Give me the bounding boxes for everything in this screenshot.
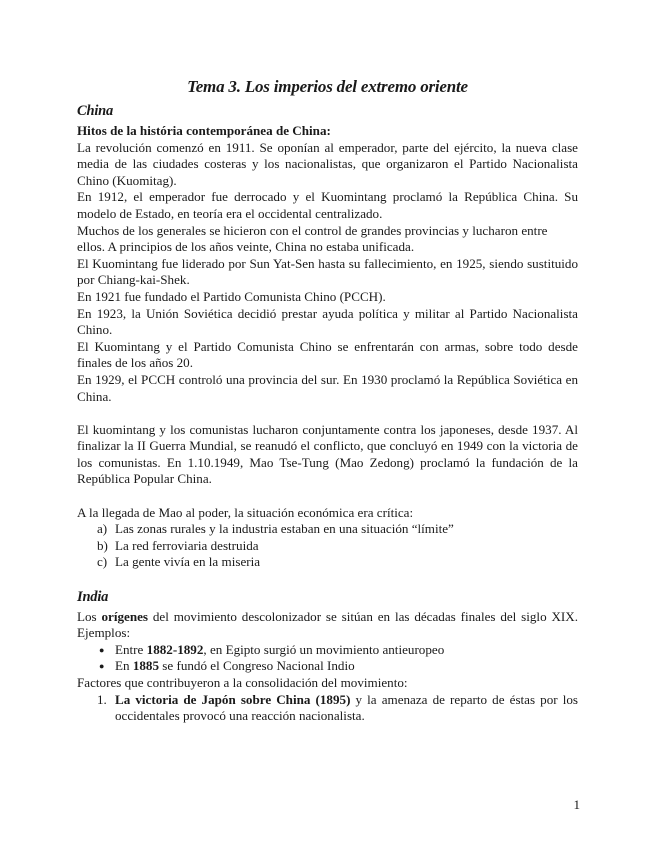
text-run: Los (77, 608, 102, 624)
examples-list (77, 642, 578, 675)
list-marker: b) (97, 537, 108, 553)
text-run: se fundó el Congreso Nacional Indio (159, 658, 355, 674)
paragraph-origins (77, 609, 578, 642)
text-run: , en Egipto surgió un movimiento antieuropeo (203, 641, 445, 657)
paragraph: En 1923, la Unión Soviética decidió prestar ayuda política y militar al Partido Nacionalista Chino. (77, 305, 578, 338)
text-run: del movimiento descolonizador se sitúan en las décadas finales del siglo XIX. Ejemplos: (77, 608, 578, 641)
spacer (77, 405, 578, 422)
bullet-icon: ● (99, 644, 105, 655)
paragraph: En 1912, el emperador fue derrocado y el Kuomintang proclamó la República China. Su modelo de Estado, en teoría era el occidental centralizado. (77, 189, 578, 221)
list-item-text: Las zonas rurales y la industria estaban en una situación “límite” (115, 521, 454, 537)
list-item (77, 658, 578, 675)
bold-term: La victoria de Japón sobre China (1895) (115, 691, 351, 707)
text-run: En (115, 658, 133, 674)
document-body (77, 76, 578, 725)
paragraph: El Kuomintang fue liderado por Sun Yat-Sen hasta su fallecimiento, en 1925, siendo sustituido por Chiang-kai-Shek. (77, 255, 578, 288)
list-marker: 1. (97, 691, 107, 707)
paragraph-mao-intro: A la llegada de Mao al poder, la situación económica era crítica: (77, 504, 414, 520)
factors-list (77, 692, 578, 725)
list-item (77, 554, 578, 571)
list-item (77, 692, 578, 725)
spacer (77, 488, 578, 505)
list-item (77, 642, 578, 659)
bold-term: 1885 (132, 658, 160, 674)
spacer (77, 571, 578, 588)
list-marker: a) (97, 521, 108, 537)
bullet-icon: ● (99, 661, 105, 672)
paragraph: El Kuomintang y el Partido Comunista Chino se enfrentarán con armas, sobre todo desde finales de los años 20. (77, 338, 578, 371)
list-item (77, 538, 578, 555)
paragraph: En 1929, el PCCH controló una provincia del sur. En 1930 proclamó la República Soviética en China. (77, 371, 578, 404)
list-item-text: La red ferroviaria destruida (115, 537, 259, 553)
section-heading-china: China (77, 103, 114, 119)
section-heading-india: India (77, 588, 109, 605)
page-title: Tema 3. Los imperios del extremo oriente (187, 77, 468, 96)
page-number: 1 (573, 797, 580, 812)
paragraph: Muchos de los generales se hicieron con el control de grandes provincias y lucharon entre ellos. A principios de los años veinte, China no estaba unificada. (77, 222, 548, 255)
bold-term: orígenes (101, 608, 149, 624)
text-run: y la amenaza de reparto de éstas por los occidentales provocó una reacción nacionalista. (115, 691, 578, 724)
paragraph-factors-intro: Factores que contribuyeron a la consolidación del movimiento: (77, 675, 408, 690)
paragraph: En 1921 fue fundado el Partido Comunista Chino (PCCH). (77, 288, 386, 304)
list-item (77, 521, 578, 538)
list-marker: c) (97, 554, 108, 570)
paragraph-war: El kuomintang y los comunistas lucharon conjuntamente contra los japoneses, desde 1937. Al finalizar la II Guerra Mundial, se reanudó el conflicto, que concluyó en 1949 con la victoria de los comunistas. En 1.10.1949, Mao Tse-Tung (Mao Zedong) proclamó la fundación de la República Popular China. (77, 421, 578, 487)
text-run: Entre (115, 641, 147, 657)
mao-list (77, 521, 578, 571)
subheading-milestones: Hitos de la história contemporánea de China: (77, 123, 331, 138)
list-item-text: La gente vivía en la miseria (115, 554, 261, 570)
bold-term: 1882-1892 (146, 641, 204, 657)
paragraph: La revolución comenzó en 1911. Se oponían al emperador, parte del ejército, la nueva clase media de las ciudades costeras y los nacionalistas, que organizaron el Partido Nacionalista Chino (Kuomitag). (77, 139, 578, 188)
